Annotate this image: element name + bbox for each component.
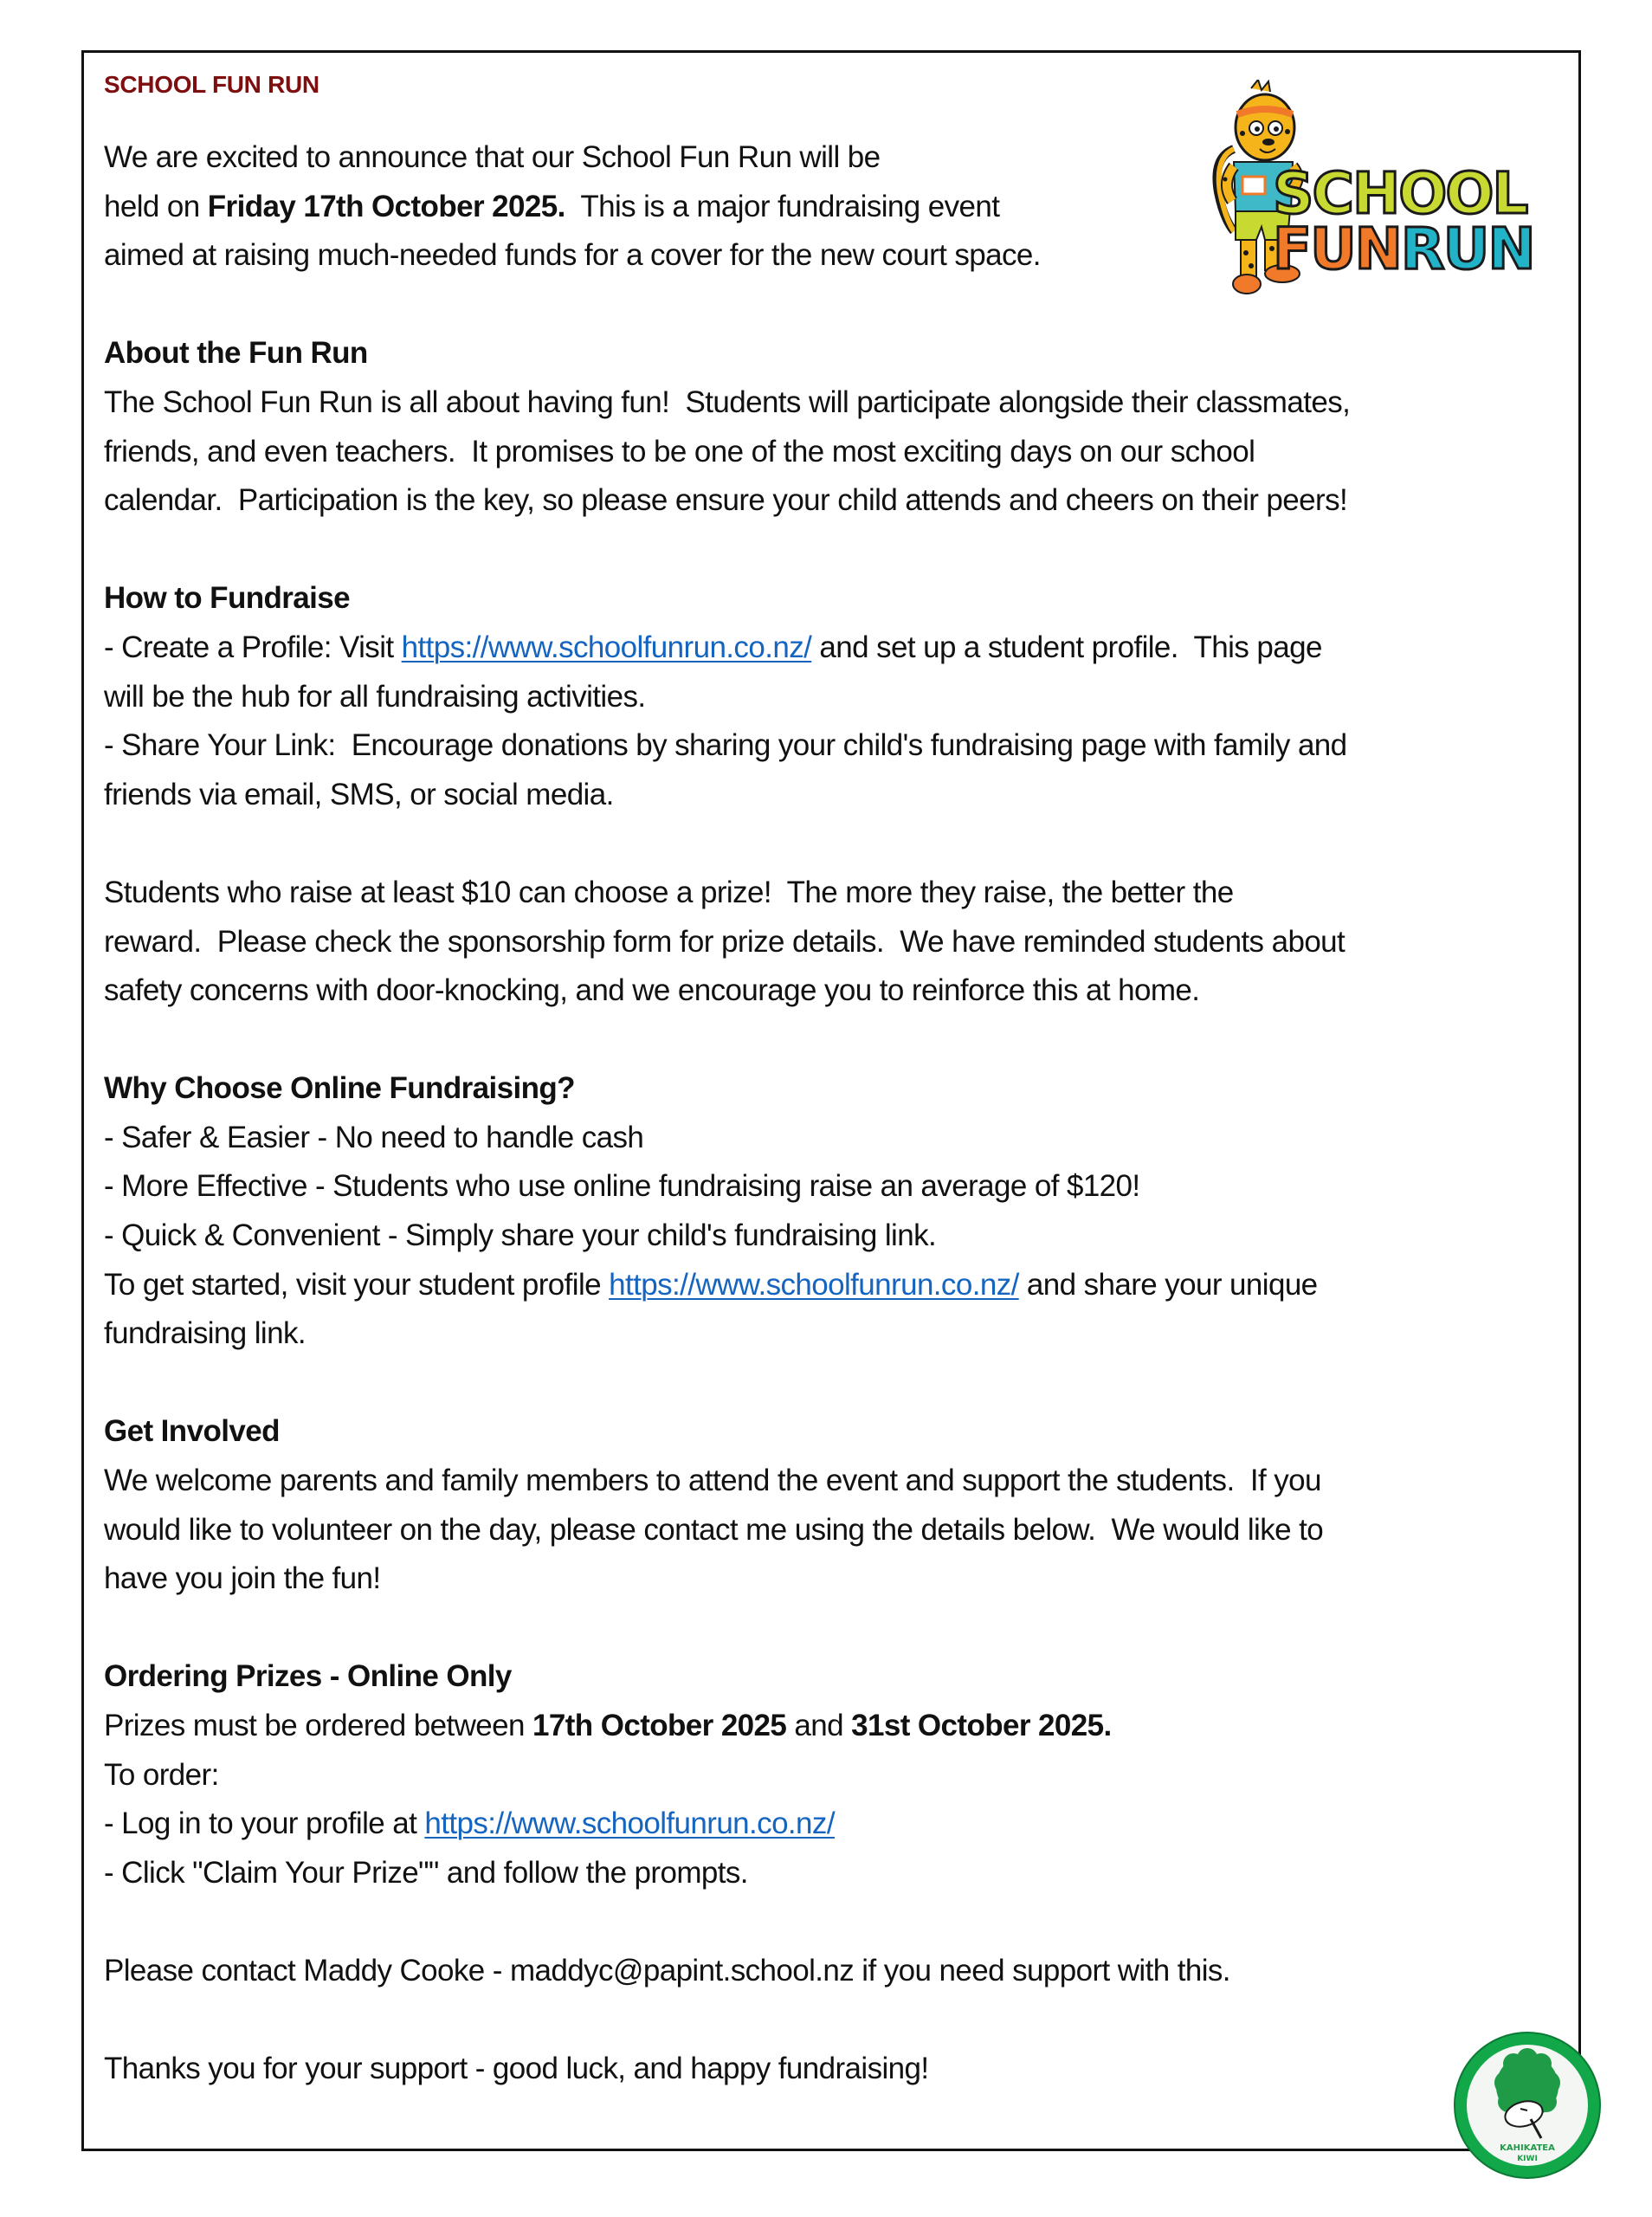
- document-title: SCHOOL FUN RUN: [104, 71, 319, 98]
- kahikatea-kiwi-badge: [1451, 2029, 1604, 2181]
- get-involved-section: [104, 1407, 1576, 1603]
- order-end-date: 31st October 2025.: [851, 1709, 1112, 1742]
- about-line: calendar. Participation is the key, so please ensure your child attends and cheers on their peers!: [104, 483, 1348, 518]
- logo-word-run: RUN: [1400, 216, 1534, 282]
- intro-paragraph: [104, 133, 1576, 281]
- ordering-text: Prizes must be ordered between: [104, 1709, 533, 1742]
- svg-text:KAHIKATEA: KAHIKATEA: [1500, 2143, 1555, 2153]
- intro-text: held on: [104, 189, 208, 223]
- prize-info-line: Students who raise at least $10 can choose a prize! The more they raise, the better the: [104, 875, 1234, 909]
- share-link-line: - Share Your Link: Encourage donations by sharing your child's fundraising page with family and: [104, 728, 1347, 763]
- get-involved-line: would like to volunteer on the day, please contact me using the details below. We would like to: [104, 1512, 1324, 1547]
- about-heading: About the Fun Run: [104, 336, 368, 371]
- login-text: - Log in to your profile at: [104, 1807, 425, 1841]
- create-profile-line: [104, 624, 1576, 673]
- get-involved-heading: Get Involved: [104, 1414, 280, 1449]
- get-started-text: To get started, visit your student profile: [104, 1267, 610, 1302]
- logo-word-fun: FUN: [1273, 216, 1401, 282]
- schoolfunrun-link[interactable]: https://www.schoolfunrun.co.nz/: [401, 630, 812, 664]
- about-line: The School Fun Run is all about having fun! Students will participate alongside their classmates,: [104, 385, 1351, 419]
- prize-info-line: safety concerns with door-knocking, and we encourage you to reinforce this at home.: [104, 973, 1200, 1008]
- why-online-heading: Why Choose Online Fundraising?: [104, 1071, 575, 1106]
- intro-line: [104, 183, 1576, 232]
- intro-line: We are excited to announce that our School Fun Run will be: [104, 140, 881, 174]
- get-involved-line: We welcome parents and family members to attend the event and support the students. If you: [104, 1464, 1321, 1498]
- to-order-label: To order:: [104, 1757, 219, 1792]
- schoolfunrun-link[interactable]: https://www.schoolfunrun.co.nz/: [609, 1267, 1019, 1302]
- create-profile-text: and set up a student profile. This page: [811, 630, 1322, 664]
- contact-paragraph: [104, 1947, 1576, 1996]
- schoolfunrun-link[interactable]: https://www.schoolfunrun.co.nz/: [424, 1807, 835, 1841]
- intro-line: aimed at raising much-needed funds for a cover for the new court space.: [104, 238, 1041, 273]
- why-online-section: [104, 1064, 1576, 1359]
- order-start-date: 17th October 2025: [532, 1709, 787, 1742]
- get-started-line: [104, 1261, 1576, 1310]
- about-section: [104, 329, 1576, 525]
- closing-paragraph: [104, 2045, 1576, 2094]
- kiwi-bird-icon: [1451, 2029, 1604, 2181]
- ordering-heading: Ordering Prizes - Online Only: [104, 1659, 512, 1694]
- share-link-line: friends via email, SMS, or social media.: [104, 777, 614, 811]
- get-started-line: fundraising link.: [104, 1316, 306, 1351]
- how-to-heading: How to Fundraise: [104, 581, 351, 616]
- create-profile-line: will be the hub for all fundraising activities.: [104, 679, 646, 714]
- ordering-text: and: [786, 1709, 852, 1742]
- about-line: friends, and even teachers. It promises to be one of the most exciting days on our school: [104, 434, 1255, 469]
- prize-info-line: reward. Please check the sponsorship form for prize details. We have reminded students about: [104, 924, 1345, 959]
- document-body: [104, 61, 1576, 2094]
- closing-line: Thanks you for your support - good luck, and happy fundraising!: [104, 2052, 929, 2086]
- why-online-bullet: - More Effective - Students who use online fundraising raise an average of $120!: [104, 1169, 1140, 1204]
- why-online-bullet: - Safer & Easier - No need to handle cash: [104, 1120, 644, 1154]
- get-involved-line: have you join the fun!: [104, 1561, 381, 1596]
- svg-text:KIWI: KIWI: [1517, 2155, 1538, 2163]
- ordering-dates-line: [104, 1702, 1576, 1751]
- intro-text: This is a major fundraising event: [565, 189, 1000, 223]
- prize-info-paragraph: [104, 869, 1576, 1016]
- get-started-text: and share your unique: [1018, 1267, 1318, 1302]
- login-line: [104, 1800, 1576, 1849]
- ordering-prizes-section: [104, 1652, 1576, 1897]
- claim-prize-line: - Click "Claim Your Prize"" and follow the prompts.: [104, 1855, 748, 1890]
- why-online-bullet: - Quick & Convenient - Simply share your child's fundraising link.: [104, 1218, 937, 1253]
- event-date: Friday 17th October 2025.: [207, 189, 565, 223]
- logo-word-school: SCHOOL: [1273, 160, 1527, 227]
- create-profile-text: - Create a Profile: Visit: [104, 630, 402, 664]
- contact-line: Please contact Maddy Cooke - maddyc@papint.school.nz if you need support with this.: [104, 1953, 1230, 1988]
- how-to-fundraise-section: [104, 574, 1576, 819]
